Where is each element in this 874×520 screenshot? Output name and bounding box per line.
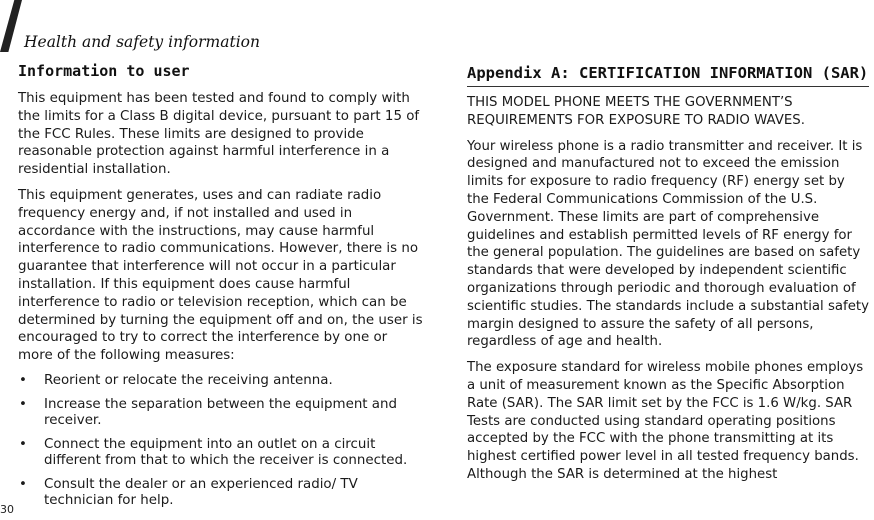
header-accent-bar (0, 0, 22, 52)
left-column (18, 62, 424, 517)
list-item-text: Increase the separation between the equipment and receiver. (44, 396, 398, 428)
measures-list (18, 373, 424, 509)
bullet-icon: • (19, 436, 27, 452)
paragraph: This equipment has been tested and found to comply with the limits for a Class B digital device, pursuant to part 15 of the FCC Rules. These limits are designed to provide reasonable protection against harmful interference in a residential installation. (18, 91, 420, 178)
paragraph: Your wireless phone is a radio transmitter and receiver. It is designed and manufactured not to exceed the emission limits for exposure to radio frequency (RF) energy set by the Federal Communications Commission of the U.S. Government. These limits are part of comprehensive guidelines and establish permitted levels of RF energy for the general population. The guidelines are based on safety standards that were developed by independent scientific organizations through periodic and thorough evaluation of scientific studies. The standards include a substantial safety margin designed to assure the safety of all persons, regardless of age and health. (467, 138, 870, 350)
page-number: 30 (0, 503, 14, 516)
list-item (18, 437, 424, 469)
list-item (18, 397, 424, 429)
section-title: Health and safety information (24, 33, 260, 51)
list-item-text: Reorient or relocate the receiving antenna. (44, 372, 333, 388)
paragraph: The exposure standard for wireless mobile phones employs a unit of measurement known as the Specific Absorption Rate (SAR). The SAR limit set by the FCC is 1.6 W/kg. SAR Tests are conducted using standard operating positions accepted by the FCC with the phone transmitting at its highest certified power level in all tested frequency bands. Although the SAR is determined at the highest (467, 360, 864, 482)
list-item-text: Consult the dealer or an experienced radio/ TV technician for help. (44, 476, 358, 508)
appendix-heading: Appendix A: CERTIFICATION INFORMATION (SAR) (467, 62, 869, 87)
information-to-user-heading: Information to user (18, 62, 190, 80)
list-item (18, 373, 424, 389)
bullet-icon: • (19, 372, 27, 388)
bullet-icon: • (19, 476, 27, 492)
right-column (467, 62, 870, 492)
paragraph: THIS MODEL PHONE MEETS THE GOVERNMENT’S REQUIREMENTS FOR EXPOSURE TO RADIO WAVES. (467, 95, 805, 128)
paragraph: This equipment generates, uses and can radiate radio frequency energy and, if not installed and used in accordance with the instructions, may cause harmful interference to radio communications. However, there is no guarantee that interference will not occur in a particular installation. If this equipment does cause harmful interference to radio or television reception, which can be determined by turning the equipment off and on, the user is encouraged to try to correct the interference by one or more of the following measures: (18, 187, 423, 364)
list-item (18, 477, 424, 509)
list-item-text: Connect the equipment into an outlet on a circuit different from that to which the receiver is connected. (44, 436, 408, 468)
bullet-icon: • (19, 396, 27, 412)
